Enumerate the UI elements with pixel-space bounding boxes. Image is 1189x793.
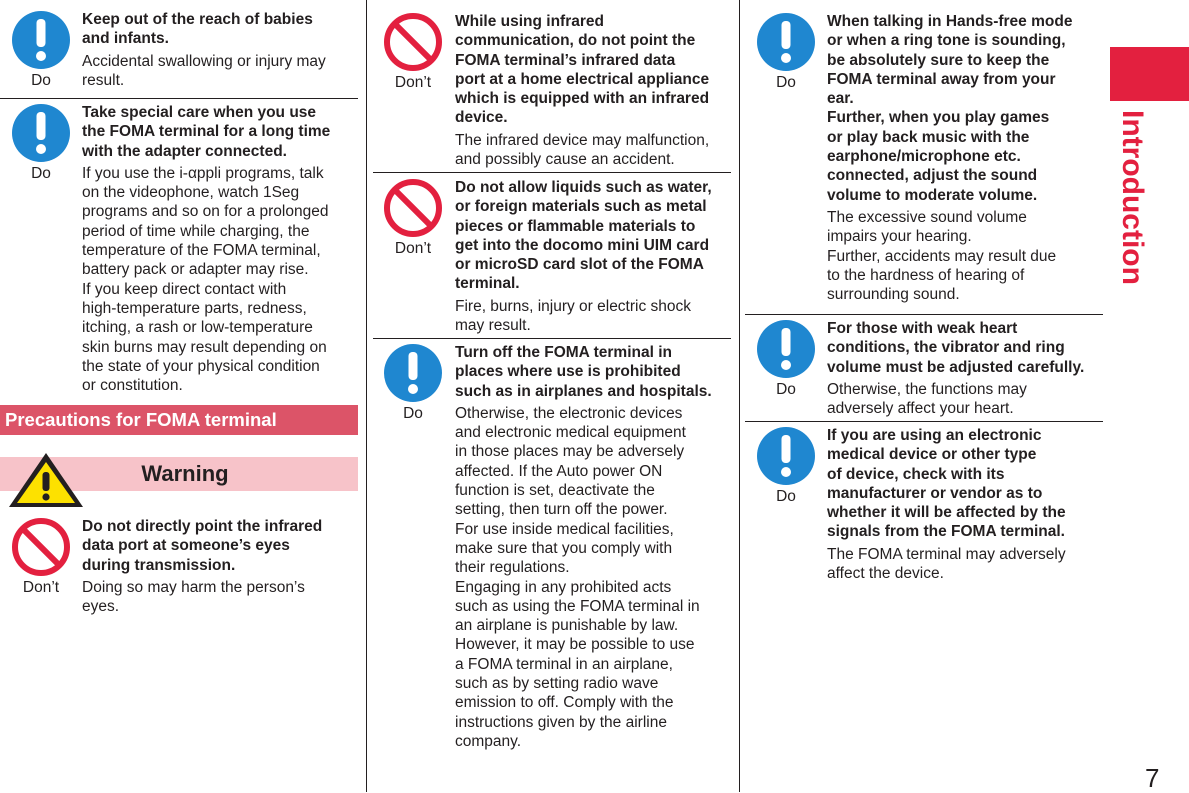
exclamation-icon <box>11 10 71 70</box>
precaution-body: The infrared device may malfunction, and possibly cause an accident. <box>455 131 710 169</box>
icon-label: Do <box>31 165 51 182</box>
divider <box>745 421 1103 422</box>
exclamation-icon <box>756 319 816 379</box>
icon-label: Do <box>776 488 796 505</box>
warning-label: Warning <box>141 461 229 486</box>
icon-label: Do <box>776 74 796 91</box>
icon-label: Do <box>403 405 423 422</box>
divider <box>373 172 731 173</box>
precaution-title: While using infrared communication, do not point the FOMA terminal’s infrared data port at a home electrical appliance which is equipped with an infrared device. <box>455 13 710 127</box>
icon-label: Don’t <box>22 579 60 596</box>
divider <box>0 98 358 99</box>
exclamation-icon <box>756 12 816 72</box>
prohibition-icon <box>11 517 71 577</box>
precaution-title: Do not directly point the infrared data port at someone’s eyes during transmission. <box>82 518 323 574</box>
chapter-tab <box>1110 47 1189 101</box>
precaution-title: When talking in Hands-free mode or when a ring tone is sounding, be absolutely sure to keep the FOMA terminal away from your ear. Further, when you play games or play back music with the earphone/microphone etc. connected, adjust the sound volume to moderate volume. <box>827 13 1073 204</box>
page-number: 7 <box>1145 763 1160 793</box>
precaution-title: Do not allow liquids such as water, or foreign materials such as metal pieces or flammable materials to get into the docomo mini UIM card or microSD card slot of the FOMA terminal. <box>455 179 712 293</box>
precaution-body: The excessive sound volume impairs your hearing. Further, accidents may result due to the hardness of hearing of surrounding sound. <box>827 208 1057 304</box>
precaution-body: Doing so may harm the person’s eyes. <box>82 578 305 616</box>
icon-label: Do <box>776 381 796 398</box>
precaution-title: For those with weak heart conditions, the vibrator and ring volume must be adjusted carefully. <box>827 320 1085 376</box>
icon-label: Do <box>31 72 51 89</box>
column-divider <box>366 0 367 792</box>
precaution-body: If you use the i-αppli programs, talk on the videophone, watch 1Seg programs and so on for a prolonged period of time while charging, the temperature of the FOMA terminal, battery pack or adapter may rise. If you keep direct contact with high-temperature parts, redness, itching, a rash or low-temperature skin burns may result depending on the state of your physical condition or constitution. <box>82 164 329 395</box>
divider <box>745 314 1103 315</box>
precaution-body: Accidental swallowing or injury may result. <box>82 52 326 89</box>
precaution-body: Otherwise, the electronic devices and electronic medical equipment in those places may be adversely affected. If the Auto power ON function is set, deactivate the setting, then turn off the power. For use inside medical facilities, make sure that you comply with their regulations. Engaging in any prohibited acts such as using the FOMA terminal in an airplane is punishable by law. However, it may be possible to use a FOMA terminal in an airplane, such as by setting radio wave emission to off. Comply with the instructions given by the airline company. <box>455 404 700 750</box>
column-divider <box>739 0 740 792</box>
exclamation-icon <box>756 426 816 486</box>
exclamation-icon <box>383 343 443 403</box>
precaution-body: Fire, burns, injury or electric shock may result. <box>455 297 692 335</box>
precaution-title: Take special care when you use the FOMA terminal for a long time with the adapter connected. <box>82 104 331 160</box>
precaution-title: Turn off the FOMA terminal in places where use is prohibited such as in airplanes and hospitals. <box>455 344 712 400</box>
precaution-title: If you are using an electronic medical device or other type of device, check with its manufacturer or vendor as to whether it will be affected by the signals from the FOMA terminal. <box>827 427 1066 541</box>
chapter-title: Introduction <box>1116 110 1149 285</box>
precaution-title: Keep out of the reach of babies and infants. <box>82 11 313 48</box>
divider <box>373 338 731 339</box>
precaution-body: The FOMA terminal may adversely affect the device. <box>827 545 1066 583</box>
exclamation-icon <box>11 103 71 163</box>
icon-label: Don’t <box>394 74 432 91</box>
precaution-body: Otherwise, the functions may adversely affect your heart. <box>827 380 1027 418</box>
section-heading: Precautions for FOMA terminal <box>0 405 358 435</box>
prohibition-icon <box>383 178 443 238</box>
prohibition-icon <box>383 12 443 72</box>
icon-label: Don’t <box>394 240 432 257</box>
warning-triangle-icon <box>6 450 86 515</box>
